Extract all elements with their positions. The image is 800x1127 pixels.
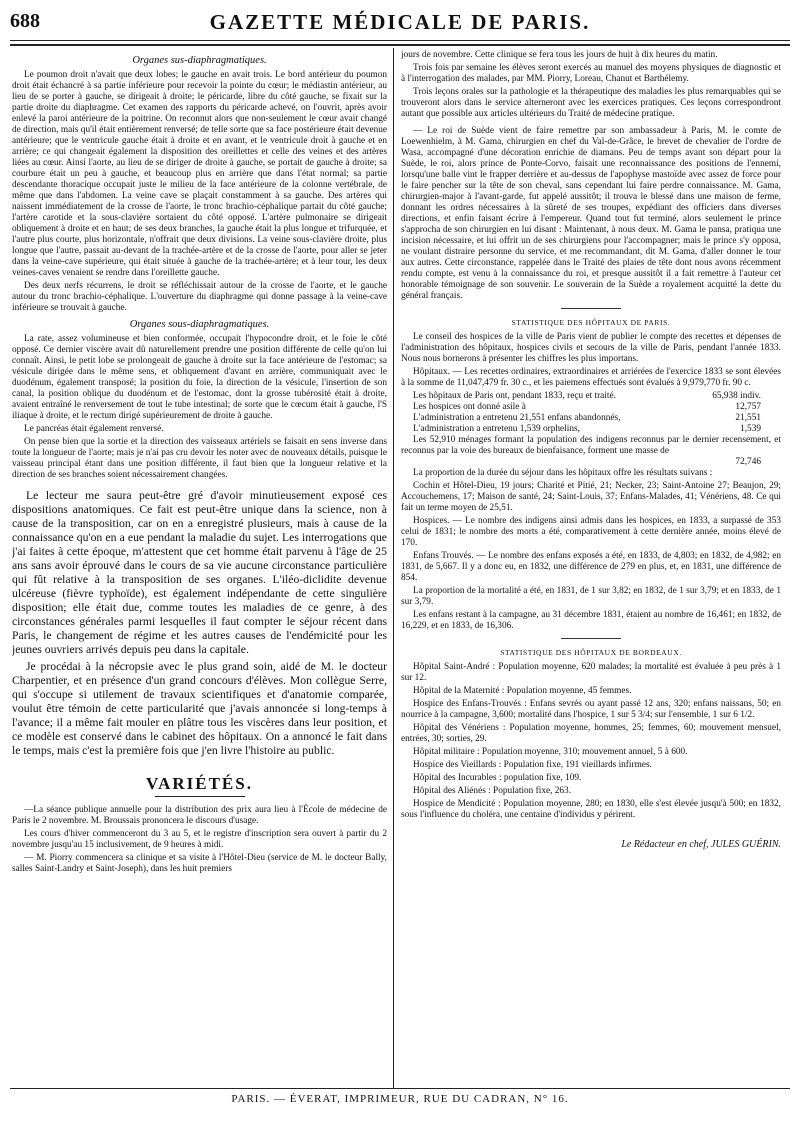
paragraph: — Le roi de Suède vient de faire remettre par son ambassadeur à Paris, M. le comte de Loewenhielm, à M. Gama, chirurgien en chef du Val-de-Grâce, le brevet de chevalier de l'ordre de Wasa, accompagné d'une décoration enrichie de diamans. Peu de temps avant son départ pour la Suède, le roi, alors prince de Ponte-Corvo, faisait une reconnaissance des positions de l'ennemi, lorsqu'une balle vint le frapper derrière et au-dessus de l'apophyse mastoïde avec assez de force pour le faire pencher sur la tête de son cheval, sans cependant lui faire perdre connaissance. M. Gama, chirurgien-major à l'avant-garde, fut appelé aussitôt; il trouva le blessé dans une maison de ferme, donnant les ordres nécessaires à la sûreté de ses troupes, expédiant des officiers dans diverses directions, et enfin faisant écrire à l'empereur. Quand tout fut terminé, alors seulement le prince s'approcha de son chirurgien en lui disant : Maintenant, à nous deux. M. Gama le pansa, pratiqua une incision nécessaire, et lui offrit un de ses chirurgiens pour l'accompagner; mais le prince s'y opposa, ne voulant distraire personne du service, et me recommandant, dit M. Gama, d'aller donner le tour aux autres. Cette circonstance, rappelée dans le Traité des plaies de tête dont nous avons récemment rendu compte, est venu à la connaissance du roi, et presque aussitôt il a fait remettre à l'auteur cet honorable témoignage de son souvenir. Le souverain de la Suède a royalement acquitté la dette du général français. — [401, 126, 781, 301]
paragraph: Hôpitaux. — Les recettes ordinaires, extraordinaires et arriérées de l'exercice 1833 se sont élevées à la somme de 11,047,479 fr. 30 c., et les paiemens effectués sont évalués à 9,979,770 fr. 90 c. — [401, 367, 781, 388]
paragraph: La proportion de la mortalité a été, en 1831, de 1 sur 3,82; en 1832, de 1 sur 3,79; et en 1833, de 1 sur 3,79. — [401, 586, 781, 607]
bordeaux-stats-heading: STATISTIQUE DES HÔPITAUX DE BORDEAUX. — [500, 648, 682, 657]
paragraph: Je procédai à la nécropsie avec le plus grand soin, aidé de M. le docteur Charpentier, et en présence d'un grand concours d'élèves. Mon collègue Serre, qui s'occupe si utilement de travaux scientifiques et d'anatomie comparée, voulut être témoin de cette particularité que j'avais annoncée si long-temps à l'avance; il a même fait mouler en plâtre tous les viscères dans leur position, et ce modèle est conservé dans le cabinet des hôpitaux. On a annoncé le fait dans le temps, mais c'est la première fois que j'en livre l'histoire au public. — [12, 660, 387, 757]
column-divider — [393, 48, 394, 1088]
paragraph: Hospice des Vieillards : Population fixe, 191 vieillards infirmes. — [413, 760, 652, 770]
commentary-text — [12, 489, 387, 758]
paragraph: Le pancréas était également renversé. — [24, 424, 164, 434]
paragraph: On pense bien que la sortie et la direction des vaisseaux artériels se faisait en sens inverse dans toute la longueur de l'aorte; mais je n'ai pas cru devoir les noter avec de nouveaux détails, puisque le vaisseau principal étant dans une position différente, il faut bien que la longueur relative et la direction de ses branches soient nécessairement changées. — [12, 437, 387, 480]
separator — [561, 638, 621, 639]
header-rule-bottom — [10, 44, 790, 46]
paragraph: Hôpital des Aliénés : Population fixe, 263. — [413, 786, 572, 796]
paragraph: Hôpital des Vénériens : Population moyenne, hommes, 25; femmes, 60; mouvement mensuel, entrées, 30; sorties, 29. — [401, 723, 781, 744]
stat-value: 72,746 — [735, 457, 761, 467]
paragraph: Hôpital de la Maternité : Population moyenne, 45 femmes. — [413, 686, 632, 696]
stat-value: 1,539 — [740, 424, 761, 434]
separator — [561, 308, 621, 309]
paragraph: Hôpital militaire : Population moyenne, 310; mouvement annuel, 5 à 600. — [413, 747, 688, 757]
stat-row — [401, 413, 781, 424]
page-header — [10, 8, 790, 38]
varietes-heading: VARIÉTÉS. — [146, 774, 253, 793]
paragraph: Trois leçons orales sur la pathologie et la thérapeutique des maladies les plus remarquables qui se trouveront alors dans le service alterneront avec les exercices pratiques. Ces leçons correspondront autant que possible aux articles ultérieurs du Traité de médecine pratique. — [401, 87, 781, 119]
paragraph: Hospice des Enfans-Trouvés : Enfans sevrés ou ayant passé 12 ans, 320; enfans naissans, 50; en nourrice à la campagne, 3,600; mortalité dans l'hospice, 1 sur 5 3/4; sur l'ensemble, 1 sur 6 1/2. — [401, 699, 781, 720]
paragraph: Cochin et Hôtel-Dieu, 19 jours; Charité et Pitié, 21; Necker, 23; Saint-Antoine 27; Beaujon, 29; Accouchemens, 17; Maison de santé, 24; Saint-Louis, 37; Enfans-Malades, 41; Vénériens, 48. Ce qui fait un terme moyen de 25,51. — [401, 481, 781, 513]
anatomy-text-1 — [12, 70, 387, 314]
paragraph: jours de novembre. Cette clinique se fera tous les jours de huit à dix heures du matin. — [401, 50, 718, 60]
paragraph: Enfans Trouvés. — Le nombre des enfans exposés a été, en 1833, de 4,803; en 1832, de 4,982; en 1831, de 5,667. Il y a donc eu, en 1832, une différence de 279 en plus, et, en 1831, une différence de 854. — [401, 551, 781, 583]
stat-value: 21,551 — [735, 413, 761, 423]
paris-stats-heading: STATISTIQUE DES HÔPITAUX DE PARIS. — [511, 318, 671, 327]
stat-value: 12,757 — [735, 402, 761, 412]
bordeaux-stats — [401, 662, 781, 821]
varietes-text — [12, 805, 387, 875]
right-column — [401, 50, 781, 1090]
editor-signature: Le Rédacteur en chef, JULES GUÉRIN. — [621, 839, 781, 850]
paragraph: La rate, assez volumineuse et bien conformée, occupait l'hypocondre droit, et le foie le côté opposé. Ce dernier viscère avait dû naturellement prendre une position différente de celle qu'on lui connaît. Ainsi, le petit lobe se prolongeait de gauche à droite sur la face antérieure de l'estomac; sa vésicule dirigée dans le même sens, et obliquement d'avant en arrière, communiquait avec le duodénum, également transposé; la position du foie, la direction de la vésicule, l'insertion de son canal, la position oblique du duodénum et de l'estomac, dont la grosse tubérosité était à droite, avaient entraîné le renversement de tout le tube intestinal; de sorte que le cœcum était à gauche, l'S iliaque à droite, et le rectum dirigé supérieurement de droite à gauche. — [12, 334, 387, 421]
paragraph: Hôpital Saint-André : Population moyenne, 620 malades; la mortalité est évaluée à peu près à 1 sur 12. — [401, 662, 781, 683]
subheading-sus: Organes sus-diaphragmatiques. — [132, 55, 267, 66]
paragraph: Les cours d'hiver commenceront du 3 au 5, et le registre d'inscription sera ouvert à partir du 2 novembre jusqu'au 15 inclusivement, de 9 heures à midi. — [12, 829, 387, 850]
stat-row — [401, 402, 781, 413]
footer-rule — [10, 1088, 790, 1089]
stat-row — [401, 391, 781, 402]
anatomy-text-2 — [12, 334, 387, 481]
journal-title: GAZETTE MÉDICALE DE PARIS. — [209, 10, 591, 34]
stat-label: Les hôpitaux de Paris ont, pendant 1833, reçu et traité. — [413, 391, 616, 401]
paragraph: Hospices. — Le nombre des indigens ainsi admis dans les hospices, en 1833, a surpassé de 353 celui de 1831; le nombre des morts a été, comparativement à cette dernière année, moins élevé de 170. — [401, 516, 781, 548]
page-number: 688 — [10, 10, 40, 32]
paragraph: Hospice de Mendicité : Population moyenne, 280; en 1830, elle s'est élevée jusqu'à 500; en 1832, sous l'influence du choléra, une centaine d'individus y périrent. — [401, 799, 781, 820]
subheading-sous: Organes sous-diaphragmatiques. — [129, 319, 270, 330]
section-rule — [155, 796, 245, 797]
paris-stats — [401, 332, 781, 632]
printer-footer: PARIS. — ÉVERAT, IMPRIMEUR, RUE DU CADRAN, N° 16. — [231, 1093, 569, 1105]
paragraph: La proportion de la durée du séjour dans les hôpitaux offre les résultats suivans : — [413, 468, 713, 478]
paragraph: Les 52,910 ménages formant la population des indigens reconnus par le dernier recensement, et reconnus par la voie des bureaux de bienfaisance, forment une masse de — [401, 435, 781, 456]
stat-label: L'administration a entretenu 21,551 enfans abandonnés, — [413, 413, 621, 423]
varietes-continued — [401, 50, 781, 302]
paragraph: Le poumon droit n'avait que deux lobes; le gauche en avait trois. Le bord antérieur du poumon droit était échancré à sa partie inférieure pour recevoir la pointe du cœur; le médiastin antérieur, au lieu de se porter à gauche, se dirigeait à droite; le péricarde, libre du côté gauche, se fixait sur la partie droite du diaphragme. Cet examen des rapports du péricarde achevé, on l'ouvrit, après avoir enlevé la paroi antérieure de la poitrine. On reconnut alors que non-seulement le cœur avait changé de direction, mais qu'il était entièrement renversé; de telle sorte que sa face postérieure était devenue antérieure; que le ventricule gauche était à droite et en avant, et le ventricule droit à gauche et en arrière; ce qui changeait également la disposition des oreillettes et celle des veines et des artères liées au cœur. Ainsi l'aorte, au lieu de se diriger de droite à gauche, se portait de gauche à droite; sa courbure était un peu à gauche, et beaucoup plus en arrière que dans l'état normal; sa partie descendante thoracique occupait juste le milieu de la face antérieure de la colonne vertébrale, de même que dans l'abdomen. La veine cave se plaçait constamment à sa gauche. Des artères qui naissent immédiatement de la crosse de l'aorte, le tronc brachio-céphalique partait du côté gauche; l'artère carotide et la sous-clavière sortaient du côté opposé. L'artère pulmonaire se dirigeait obliquement à droite et en haut; de ses deux branches, la gauche était la plus longue et trifurquée, et l'autre plus courte, plus horizontale, n'offrait que deux divisions. La veine sous-clavière droite, plus longue que l'autre, passait au-devant de la trachée-artère et de la crosse de l'aorte, pour aller se jeter dans la veine-cave supérieure, qui était située à gauche de la trachée-artère; et à leur tour, les deux veines-caves venaient se rendre dans l'oreillette gauche. — [12, 70, 387, 278]
stat-label: Les hospices ont donné asile à — [413, 402, 526, 412]
left-column — [12, 50, 387, 1090]
paragraph: Hôpital des Incurables : population fixe, 109. — [413, 773, 582, 783]
paragraph: —La séance publique annuelle pour la distribution des prix aura lieu à l'École de médecine de Paris le 2 novembre. M. Broussais prononcera le discours d'usage. — [12, 805, 387, 826]
stat-value: 65,938 indiv. — [712, 391, 761, 401]
paragraph: Trois fois par semaine les élèves seront exercés au manuel des moyens physiques de diagnostic et à l'interrogation des malades, par MM. Piorry, Loreau, Chanut et Barthélemy. — [401, 63, 781, 84]
paragraph: Les enfans restant à la campagne, au 31 décembre 1831, étaient au nombre de 16,461; en 1832, de 16,229, et en 1833, de 16,306. — [401, 610, 781, 631]
paragraph: — M. Piorry commencera sa clinique et sa visite à l'Hôtel-Dieu (service de M. le docteur Bally, salles Saint-Landry et Saint-Joseph), dans les huit premiers — [12, 853, 387, 874]
paragraph: Le conseil des hospices de la ville de Paris vient de publier le compte des recettes et dépenses de l'administration des hôpitaux, hospices civils et secours de la ville de Paris, pendant l'année 1833. Nous nous bornerons à présenter les chiffres les plus importans. — [401, 332, 781, 364]
stat-row — [401, 424, 781, 435]
header-rule-top — [10, 40, 790, 41]
paragraph: Des deux nerfs récurrens, le droit se réfléchissait autour de la crosse de l'aorte, et le gauche autour du tronc brachio-céphalique. L'ouverture du diaphragme qui donne passage à la veine-cave inférieure se trouvait à gauche. — [12, 281, 387, 313]
stat-label: L'administration a entretenu 1,539 orphelins, — [413, 424, 580, 434]
paragraph: Le lecteur me saura peut-être gré d'avoir minutieusement exposé ces dispositions anatomiques. Ce fait est peut-être unique dans la science, non à cause de la transposition, car on en a enregistré plusieurs, mais à cause de la connaissance qu'on en a eue pendant la maladie du sujet. Les interrogations que j'ai faites à cette époque, m'attestent que cet homme était parvenu à l'âge de 25 ans sans avoir éprouvé dans le cours de sa vie aucune circonstance particulière qui fût relative à la transposition de ses organes. L'iléo-diclidite devenue ulcéreuse (fièvre typhoïde), est également indépendante de cette singulière disposition; elle était due, comme toutes les maladies de ce genre, à des circonstances générales parmi lesquelles il faut compter le séjour récent dans Paris, le changement de régime et les autres causes de l'endémicité pour les jeunes ouvriers arrivés depuis peu dans la capitale. — [12, 489, 387, 656]
